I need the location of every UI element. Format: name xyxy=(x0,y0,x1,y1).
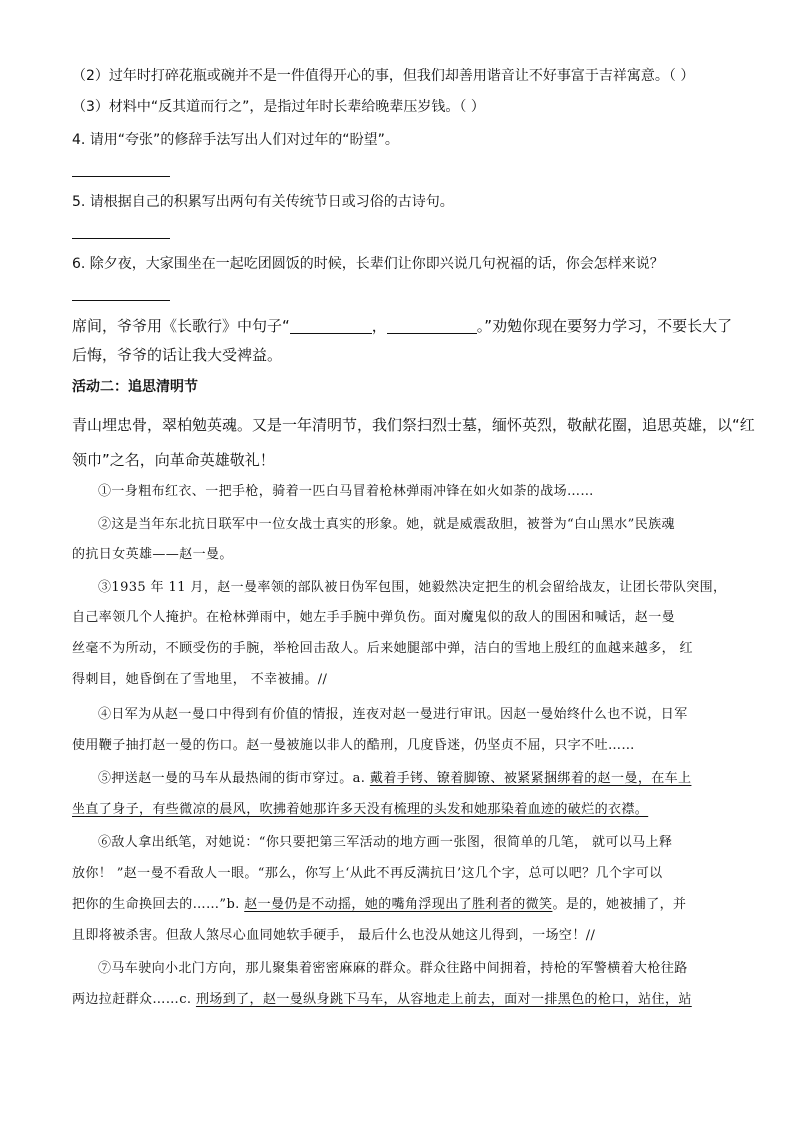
story-paragraph-3-line-1: ③1935 年 11 月，赵一曼率领的部队被日伪军包围，她毅然决定把生的机会留给战友，让团长带队突围， xyxy=(98,580,727,595)
underlined-sentence-b: 赵一曼仍是不动摇，她的嘴角浮现出了胜利者的微笑 xyxy=(244,897,553,912)
question-6-continuation-2: 后悔，爷爷的话让我大受裨益。 xyxy=(72,346,283,364)
underlined-sentence-c: 刑场到了，赵一曼纵身跳下马车，从容地走上前去，面对一排黑色的枪口，站住，站 xyxy=(195,992,692,1007)
poem-blank-2[interactable] xyxy=(387,317,477,334)
story-paragraph-2-line-1: ②这是当年东北抗日联军中一位女战士真实的形象。她，就是威震敌胆，被誉为“白山黑水”民族魂 xyxy=(98,517,675,532)
poem-prompt-end: 。”劝勉你现在要努力学习，不要长大了 xyxy=(476,317,733,335)
story-p7-lead: 两边拉赶群众……c. xyxy=(72,992,196,1007)
story-p6-tail: 。是的，她被捕了，并 xyxy=(552,897,687,912)
story-paragraph-6-line-1: ⑥敌人拿出纸笔，对她说：“你只要把第三军活动的地方画一张图，很简单的几笔， 就可以马上释 xyxy=(98,835,673,850)
story-paragraph-6-line-3 xyxy=(72,895,686,915)
story-p5-lead: ⑤押送赵一曼的马车从最热闹的街市穿过。a. xyxy=(98,771,370,786)
story-paragraph-5-line-1 xyxy=(98,769,691,789)
story-p6-lead: 把你的生命换回去的……”b. xyxy=(72,897,245,912)
activity-2-intro-line-1: 青山埋忠骨，翠柏勉英魂。又是一年清明节，我们祭扫烈士墓，缅怀英烈，敬献花圈，追思英雄，以“红 xyxy=(72,416,755,434)
poem-prompt-start: 席间，爷爷用《长歌行》中句子“ xyxy=(72,317,290,335)
poem-blank-1[interactable] xyxy=(290,317,372,334)
activity-2-heading: 活动二：追思清明节 xyxy=(72,379,198,395)
story-paragraph-3-line-4: 得刺目，她昏倒在了雪地里， 不幸被捕。// xyxy=(72,672,328,687)
question-6: 6. 除夕夜，大家围坐在一起吃团圆饭的时候，长辈们让你即兴说几句祝福的话，你会怎样来说？ xyxy=(72,256,664,272)
answer-line-q5[interactable] xyxy=(72,238,170,239)
story-paragraph-1: ①一身粗布红衣、一把手枪，骑着一匹白马冒着枪林弹雨冲锋在如火如荼的战场…… xyxy=(98,484,594,499)
story-paragraph-7-line-1: ⑦马车驶向小北门方向，那儿聚集着密密麻麻的群众。群众往路中间拥着，持枪的军警横着大枪往路 xyxy=(98,961,688,976)
underlined-sentence-a: 戴着手铐、镣着脚镣、被紧紧捆绑着的赵一曼，在车上 xyxy=(369,771,692,786)
poem-comma: ， xyxy=(371,317,387,335)
activity-2-intro-line-2: 领巾”之名，向革命英雄敬礼！ xyxy=(72,451,275,469)
question-4: 4. 请用“夸张”的修辞手法写出人们对过年的“盼望”。 xyxy=(72,132,399,148)
story-paragraph-7-line-2 xyxy=(72,990,692,1010)
underlined-sentence-a-cont: 坐直了身子，有些微凉的晨风，吹拂着她那许多天没有梳理的头发和她那染着血迹的破烂的衣襟。 xyxy=(72,802,649,817)
story-paragraph-6-line-4: 且即将被杀害。但敌人煞尽心血同她软手硬手， 最后什么也没从她这儿得到，一场空！// xyxy=(72,928,596,943)
story-paragraph-6-line-2: 放你！ ”赵一曼不看敌人一眼。“那么，你写上‘从此不再反满抗日’这几个字，总可以吧？几个字可以 xyxy=(72,866,663,881)
question-5: 5. 请根据自己的积累写出两句有关传统节日或习俗的古诗句。 xyxy=(72,194,454,210)
story-paragraph-2-line-2: 的抗日女英雄——赵一曼。 xyxy=(72,547,233,562)
question-3-item-3: （3）材料中“反其道而行之”，是指过年时长辈给晚辈压岁钱。（ ） xyxy=(72,99,485,115)
story-paragraph-3-line-2: 自己率领几个人掩护。在枪林弹雨中，她左手手腕中弹负伤。面对魔鬼似的敌人的围困和喊话，赵一曼 xyxy=(72,610,676,625)
story-paragraph-3-line-3: 丝毫不为所动，不顾受伤的手腕，举枪回击敌人。后来她腿部中弹，洁白的雪地上殷红的血越来越多， 红 xyxy=(72,641,693,656)
answer-line-q4[interactable] xyxy=(72,176,170,177)
story-paragraph-4-line-1: ④日军为从赵一曼口中得到有价值的情报，连夜对赵一曼进行审讯。因赵一曼始终什么也不说，日军 xyxy=(98,707,688,722)
question-6-continuation xyxy=(72,315,732,337)
question-3-item-2: （2）过年时打碎花瓶或碗并不是一件值得开心的事，但我们却善用谐音让不好事富于吉祥寓意。（ ） xyxy=(72,68,695,84)
story-paragraph-4-line-2: 使用鞭子抽打赵一曼的伤口。赵一曼被施以非人的酷刑，几度昏迷，仍坚贞不屈，只字不吐…… xyxy=(72,738,635,753)
answer-line-q6[interactable] xyxy=(72,300,170,301)
